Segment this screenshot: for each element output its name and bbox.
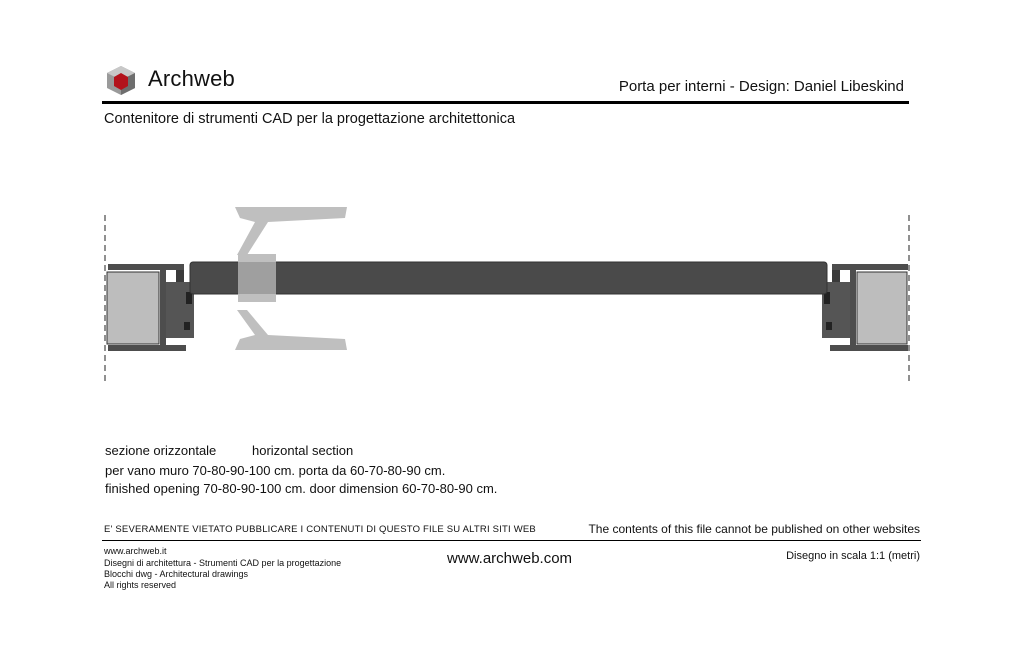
- right-frame-web: [850, 270, 856, 346]
- footer-divider: [102, 540, 921, 541]
- door-section-drawing: [0, 200, 1024, 390]
- header-divider: [102, 101, 909, 104]
- door-horizontal-section-drawing: [0, 200, 1024, 390]
- door-leaf: [190, 262, 827, 294]
- right-frame-bottom: [830, 345, 908, 351]
- footer-line: Disegni di architettura - Strumenti CAD per la progettazione: [104, 558, 342, 568]
- handle-lever-top: [235, 207, 347, 255]
- subtitle: Contenitore di strumenti CAD per la progettazione architettonica: [104, 111, 516, 127]
- left-frame-top: [108, 264, 184, 270]
- right-frame-top: [832, 264, 908, 270]
- page-title: Porta per interni - Design: Daniel Libeskind: [618, 78, 904, 95]
- footer-line: Blocchi dwg - Architectural drawings: [104, 569, 249, 579]
- caption-section-italian: sezione orizzontale: [105, 443, 217, 458]
- handle-lever-bottom: [235, 310, 347, 350]
- drawing-scale: Disegno in scala 1:1 (metri): [786, 550, 920, 562]
- caption-dimensions-italian: per vano muro 70-80-90-100 cm. porta da 60-70-80-90 cm.: [105, 463, 446, 478]
- archweb-logo-icon: [104, 64, 138, 96]
- footer-line: www.archweb.it: [104, 546, 167, 556]
- right-wall-block: [857, 272, 907, 344]
- left-jamb: [107, 264, 194, 351]
- copyright-notice-english: The contents of this file cannot be published on other websites: [588, 522, 920, 536]
- caption-dimensions-english: finished opening 70-80-90-100 cm. door dimension 60-70-80-90 cm.: [105, 481, 498, 496]
- left-frame-web: [160, 270, 166, 346]
- left-frame-bottom: [108, 345, 186, 351]
- footer-website-link[interactable]: www.archweb.com: [447, 550, 573, 567]
- copyright-notice-italian: E' SEVERAMENTE VIETATO PUBBLICARE I CONTENUTI DI QUESTO FILE SU ALTRI SITI WEB: [104, 524, 536, 535]
- right-jamb: [822, 264, 908, 351]
- left-wall-block: [107, 272, 159, 344]
- footer-line: All rights reserved: [104, 580, 177, 590]
- caption-section-english: horizontal section: [252, 443, 354, 458]
- brand-name: Archweb: [148, 66, 235, 91]
